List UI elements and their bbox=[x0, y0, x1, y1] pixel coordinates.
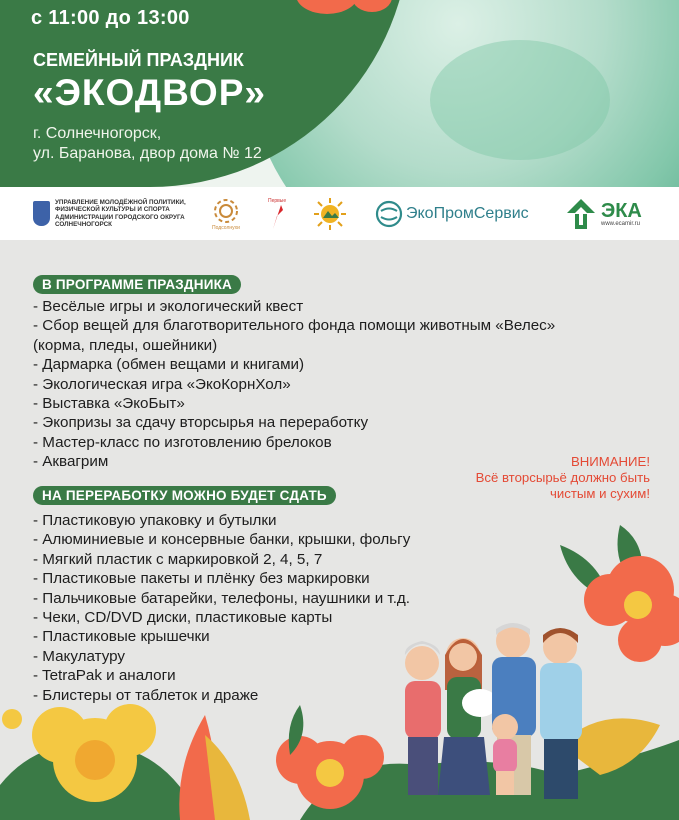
eka-logo: ЭКА www.ecamir.ru bbox=[566, 187, 642, 240]
globe-icon bbox=[375, 200, 403, 228]
list-item: - Макулатуру bbox=[33, 647, 126, 665]
pervye-logo: Первые bbox=[268, 187, 286, 240]
attention-title: ВНИМАНИЕ! bbox=[570, 454, 650, 469]
list-item: - Сбор вещей для благотворительного фонда помощи животным «Велес» bbox=[33, 317, 556, 335]
decorative-illustration bbox=[0, 505, 679, 820]
list-item: - Пластиковую упаковку и бутылки bbox=[33, 512, 277, 529]
list-item: - Чеки, CD/DVD диски, пластиковые карты bbox=[33, 609, 333, 627]
list-item: - Блистеры от таблеток и драже bbox=[33, 686, 259, 704]
admin-logo bbox=[33, 187, 186, 240]
list-item: - Весёлые игры и экологический квест bbox=[33, 298, 304, 315]
admin-logo-text: УПРАВЛЕНИЕ МОЛОДЁЖНОЙ ПОЛИТИКИ, ФИЗИЧЕСКОЙ КУЛЬТУРЫ И СПОРТА АДМИНИСТРАЦИИ ГОРОДСКОГО ОКРУГА СОЛНЕЧНОГОРСК bbox=[55, 198, 186, 228]
hero-banner bbox=[0, 0, 679, 187]
program-heading: В ПРОГРАММЕ ПРАЗДНИКА bbox=[33, 275, 241, 294]
sun-logo bbox=[312, 187, 348, 240]
event-time: с 11:00 до 13:00 bbox=[31, 7, 190, 29]
attention-text: чистым и сухим! bbox=[550, 486, 650, 501]
pervye-mark-icon bbox=[269, 204, 285, 230]
event-title: «ЭКОДВОР» bbox=[33, 72, 266, 113]
event-subtitle: СЕМЕЙНЫЙ ПРАЗДНИК bbox=[33, 50, 244, 70]
event-address bbox=[33, 124, 262, 164]
ekopromservis-logo: ЭкоПромСервис bbox=[375, 187, 529, 240]
podsolnuh-logo: Подсолнухи bbox=[212, 187, 240, 240]
address-line: г. Солнечногорск, bbox=[33, 125, 162, 142]
attention-note bbox=[476, 454, 650, 502]
recycling-heading: НА ПЕРЕРАБОТКУ МОЖНО БУДЕТ СДАТЬ bbox=[33, 486, 336, 505]
list-item: - Дармарка (обмен вещами и книгами) bbox=[33, 356, 305, 374]
list-item: - Алюминиевые и консервные банки, крышки, фольгу bbox=[33, 531, 411, 549]
list-item: - Пластиковые пакеты и плёнку без маркировки bbox=[33, 570, 370, 588]
program-list bbox=[33, 297, 555, 472]
list-item: - Экологическая игра «ЭкоКорнХол» bbox=[33, 375, 291, 393]
list-item: - Мастер-класс по изготовлению брелоков bbox=[33, 433, 332, 451]
list-item: - Экопризы за сдачу вторсырья на переработку bbox=[33, 414, 369, 432]
sunflower-icon bbox=[212, 197, 240, 225]
partner-logos bbox=[0, 187, 679, 240]
address-line: ул. Баранова, двор дома № 12 bbox=[33, 145, 262, 162]
list-item: (корма, пледы, ошейники) bbox=[33, 336, 218, 354]
list-item: - TetraPak и аналоги bbox=[33, 667, 176, 685]
list-item: - Мягкий пластик с маркировкой 2, 4, 5, 7 bbox=[33, 550, 323, 568]
list-item: - Пластиковые крышечки bbox=[33, 628, 210, 646]
attention-text: Всё вторсырьё должно быть bbox=[475, 470, 650, 485]
coat-of-arms-icon bbox=[33, 201, 50, 226]
tree-arrow-icon bbox=[566, 198, 596, 230]
list-item: - Пальчиковые батарейки, телефоны, наушники и т.д. bbox=[33, 589, 410, 607]
sun-icon bbox=[312, 196, 348, 232]
list-item: - Аквагрим bbox=[33, 453, 109, 471]
earth-continent bbox=[430, 40, 610, 160]
list-item: - Выставка «ЭкоБыт» bbox=[33, 395, 185, 413]
